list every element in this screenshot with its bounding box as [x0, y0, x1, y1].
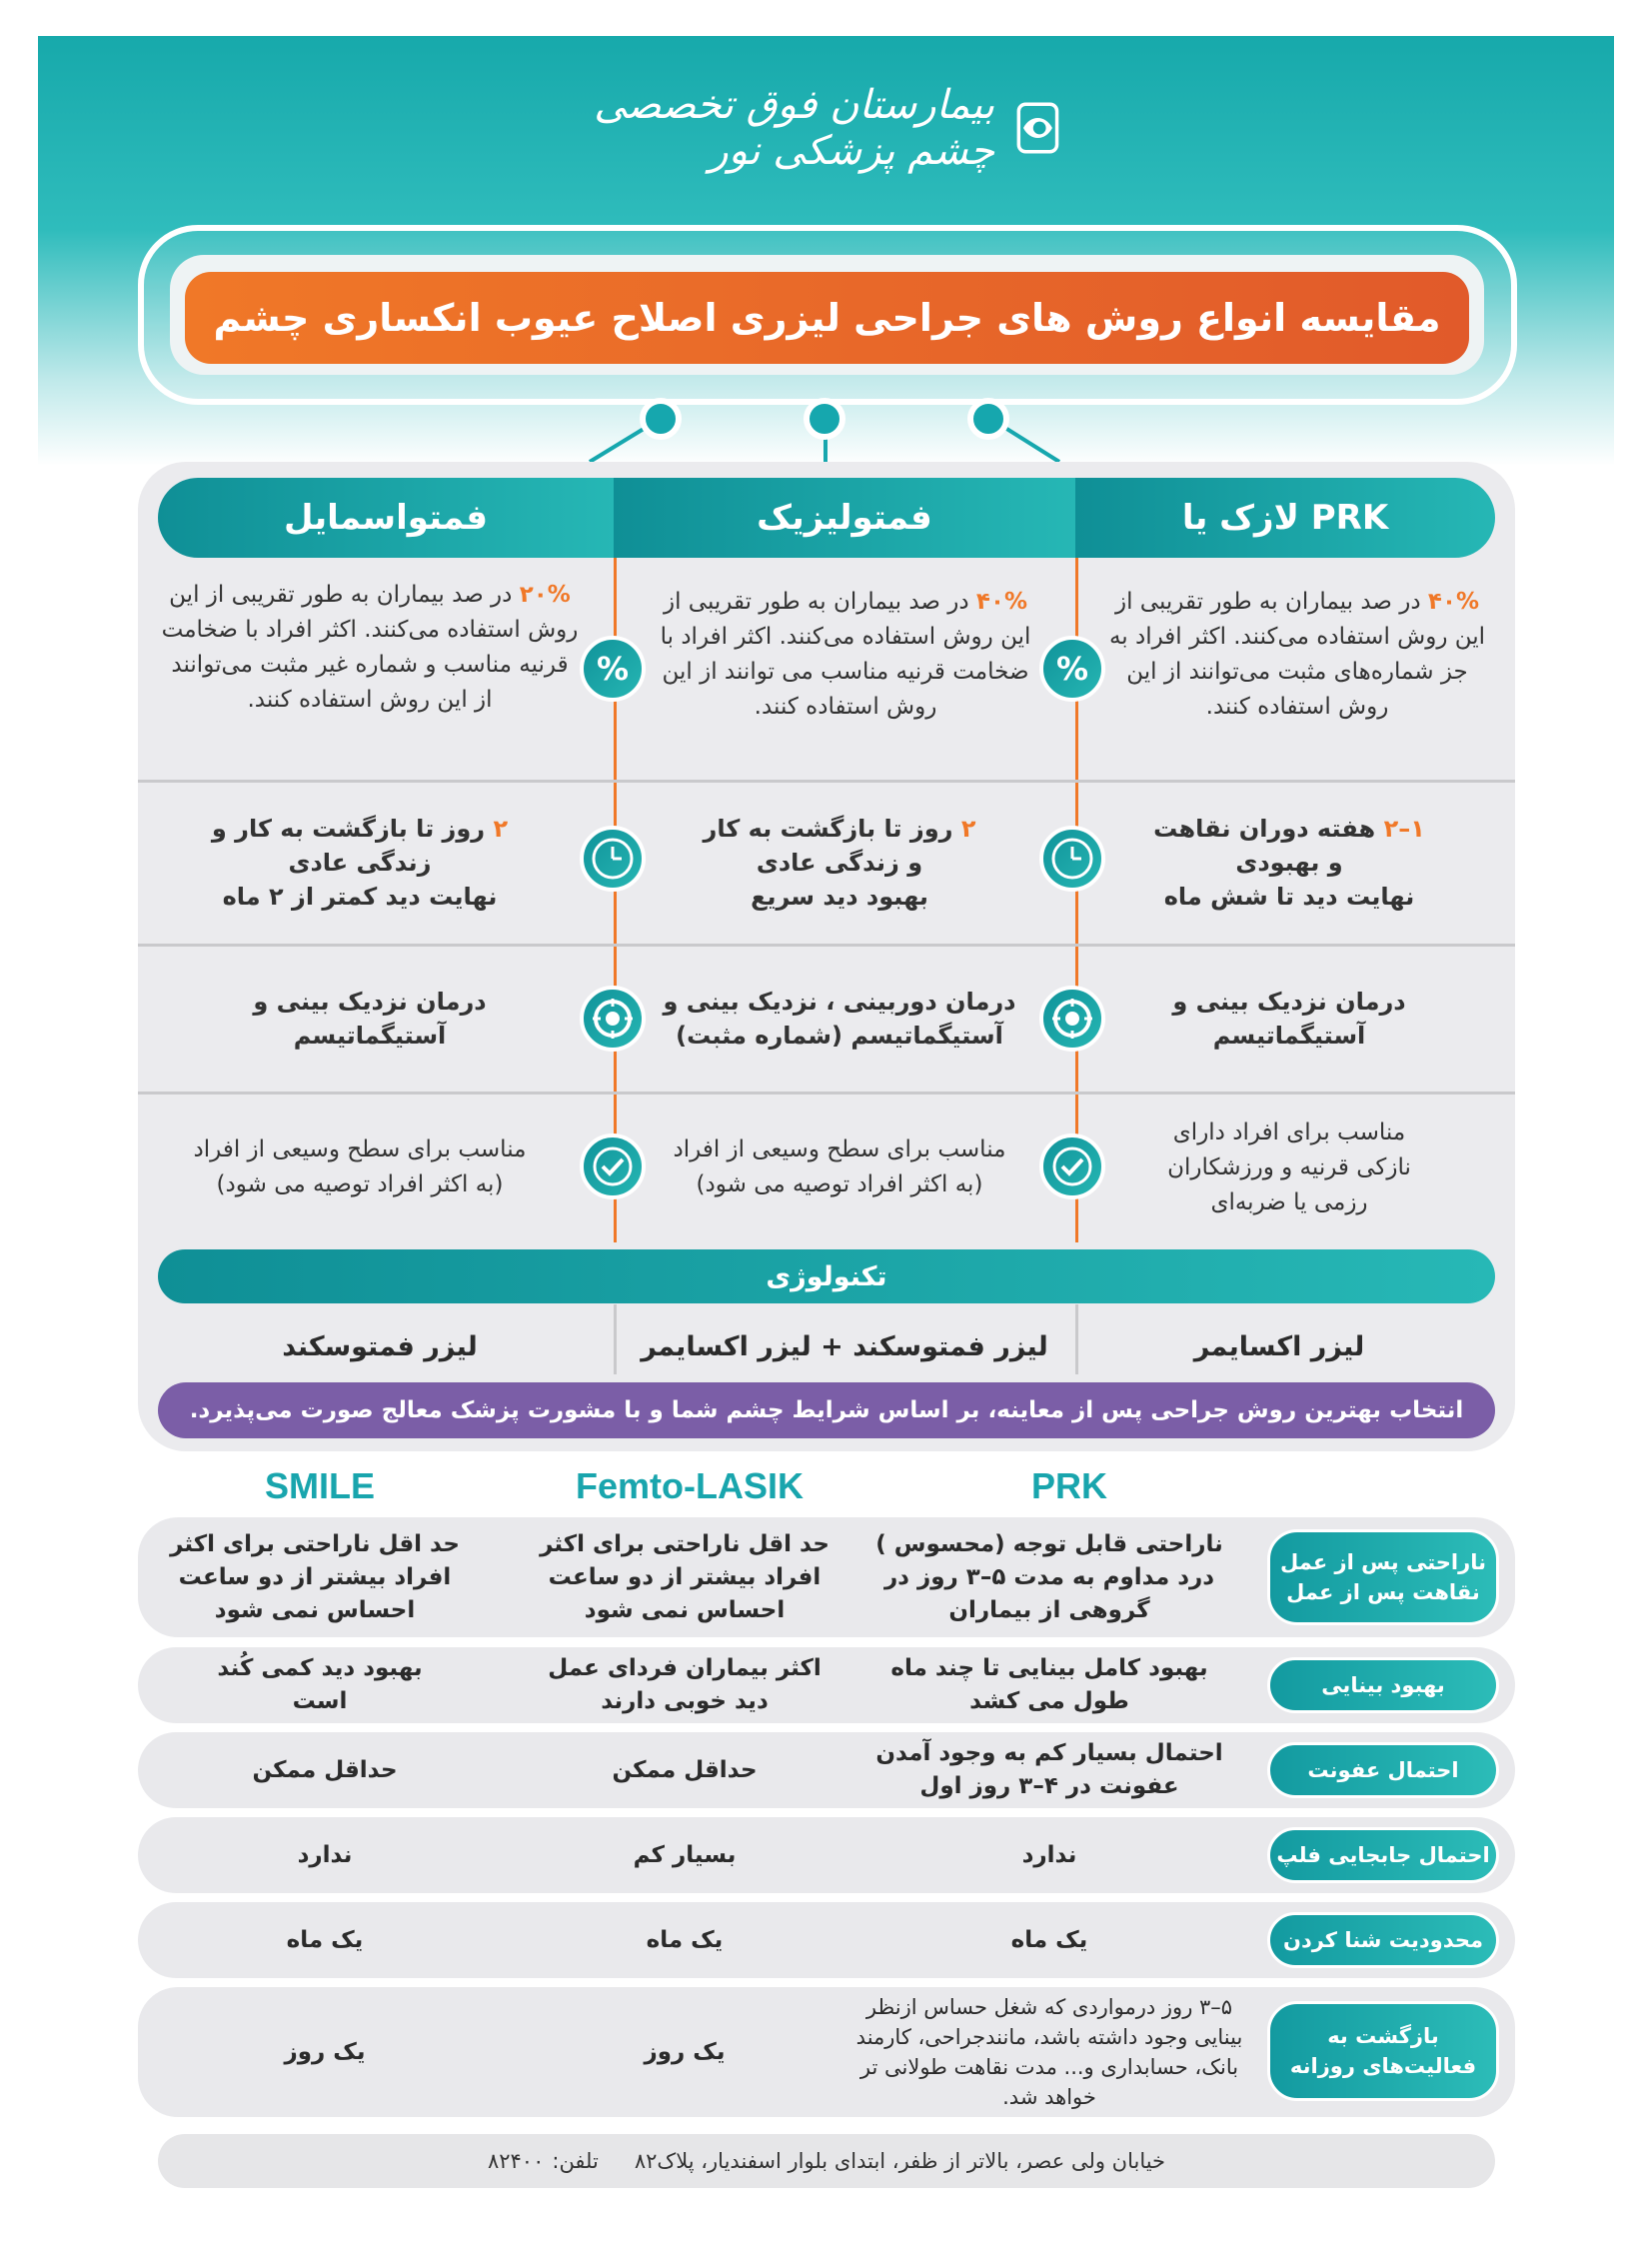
- recovery-femtolasik: [650, 812, 1029, 914]
- column-divider: [1075, 1304, 1078, 1374]
- recovery-line: زندگی عادی: [288, 849, 432, 877]
- recovery-prk: [1109, 812, 1469, 914]
- suitable-smile: [170, 1132, 550, 1202]
- page-title-bar: [185, 272, 1469, 364]
- hospital-name: بیمارستان فوق تخصصی چشم پزشکی نور: [594, 82, 995, 174]
- contact-footer: [158, 2134, 1495, 2188]
- treatment-line: درمان نزدیک بینی و: [253, 988, 487, 1016]
- recommendation-note: [158, 1382, 1495, 1438]
- flap-femtolasik: بسیار کم: [633, 1841, 737, 1868]
- suitable-prk: [1109, 1116, 1469, 1220]
- flap-smile: ندارد: [297, 1841, 353, 1868]
- suitable-line: مناسب برای سطح وسیعی از افراد: [193, 1136, 527, 1162]
- usage-percent: ۲۰%: [519, 582, 571, 608]
- discomfort-smile: حد اقل ناراحتی برای اکثر افراد بیشتر از دو ساعت احساس نمی شود: [170, 1530, 460, 1623]
- suitable-line: (به اکثر افراد توصیه می شود): [216, 1171, 504, 1197]
- recovery-line: نهایت دید تا شش ماه: [1163, 883, 1415, 911]
- check-icon: [580, 1133, 646, 1199]
- header-femto-lasik: Femto-LASIK: [576, 1465, 804, 1506]
- discomfort-prk: ناراحتی قابل توجه (محسوس ) درد مداوم به مدت ۵–۳ روز در گروهی از بیماران: [875, 1530, 1223, 1623]
- recovery-line: و زندگی عادی: [756, 849, 923, 877]
- treatment-femtolasik: [650, 985, 1029, 1053]
- column-header-smile: [158, 478, 614, 558]
- recovery-line: و بهبودی: [1235, 849, 1343, 877]
- technology-prk: لیزر اکسایمر: [1193, 1330, 1365, 1362]
- column-header-femtolasik: [614, 478, 1075, 558]
- recovery-line: روز تا بازگشت به کار و: [211, 815, 486, 843]
- usage-text: در صد بیماران به طور تقریبی از این روش استفاده می‌کنند. اکثر افراد به جز شماره‌های مثبت می‌توانند از این روش استفاده کنند.: [1108, 589, 1486, 720]
- vision-smile: بهبود دید کمی کُند است: [217, 1655, 423, 1714]
- note-text: انتخاب بهترین روش جراحی پس از معاینه، بر اساس شرایط چشم شما و با مشورت پزشک معالج صورت می‌پذیرد.: [189, 1397, 1464, 1423]
- row-label-daily-activity: بازگشت به فعالیت‌های روزانه: [1267, 2001, 1499, 2101]
- suitable-line: مناسب برای سطح وسیعی از افراد: [673, 1136, 1006, 1162]
- daily-activity-prk: ۵–۳ روز درمواردی که شغل حساس ازنظر بینایی وجود داشته باشد، مانندجراحی، کارمند بانک، حسابداری و... مدت نقاهت طولانی تر خواهد شد.: [855, 1995, 1243, 2109]
- treatment-line: آستیگماتیسم: [1212, 1022, 1366, 1050]
- eye-logo-icon: [1016, 83, 1059, 173]
- recovery-line: نهایت دید کمتر از ۲ ماه: [222, 883, 498, 911]
- treatment-smile: [200, 985, 540, 1053]
- row-divider: [138, 944, 1515, 947]
- usage-prk: [1107, 585, 1487, 725]
- recovery-smile: [190, 812, 530, 914]
- recovery-line: بهبود دید سریع: [751, 883, 928, 911]
- recovery-line: روز تا بازگشت به کار: [703, 815, 953, 843]
- usage-smile: [160, 578, 580, 718]
- treatment-line: درمان دوربینی ، نزدیک بینی و: [663, 988, 1016, 1016]
- column-title: فمتولیزیک: [757, 498, 932, 538]
- page-title: مقایسه انواع روش های جراحی لیزری اصلاح عیوب انکساری چشم: [213, 296, 1441, 340]
- treatment-line: درمان نزدیک بینی و: [1172, 988, 1406, 1016]
- technology-title: تکنولوژی: [766, 1260, 887, 1292]
- column-title: فمتواسمایل: [283, 498, 489, 538]
- row-divider: [138, 780, 1515, 783]
- usage-text: در صد بیماران به طور تقریبی از این روش استفاده می‌کنند. اکثر افراد با ضخامت قرنیه مناسب و شماره غیر مثبت می‌توانند از این روش استفاده کنند.: [161, 582, 579, 713]
- infection-prk: احتمال بسیار کم به وجود آمدن عفونت در ۴–۳ روز اول: [875, 1740, 1223, 1799]
- eye-target-icon: [1039, 986, 1105, 1052]
- discomfort-femtolasik: حد اقل ناراحتی برای اکثر افراد بیشتر از دو ساعت احساس نمی شود: [540, 1530, 829, 1623]
- column-header-prk: [1075, 478, 1495, 558]
- recovery-number: ۱–۲: [1383, 815, 1425, 843]
- technology-bar: [158, 1249, 1495, 1303]
- suitable-line: نازکی قرنیه و ورزشکاران: [1167, 1154, 1411, 1180]
- column-divider: [614, 1304, 617, 1374]
- connector-dot: [967, 398, 1009, 440]
- clock-icon: [580, 826, 646, 892]
- suitable-line: (به اکثر افراد توصیه می شود): [696, 1171, 983, 1197]
- suitable-femtolasik: [640, 1132, 1039, 1202]
- swimming-smile: یک ماه: [286, 1926, 364, 1953]
- row-label-flap: احتمال جابجایی فلپ: [1267, 1827, 1499, 1883]
- swimming-femtolasik: یک ماه: [646, 1926, 724, 1953]
- infection-femtolasik: حداقل ممکن: [612, 1756, 758, 1783]
- hospital-logo: [590, 78, 1059, 178]
- daily-activity-femtolasik: یک روز: [644, 2038, 726, 2065]
- usage-text: در صد بیماران به طور تقریبی از این روش استفاده می‌کنند. اکثر افراد با ضخامت قرنیه مناسب می توانند از این روش استفاده کنند.: [660, 589, 1031, 720]
- eye-target-icon: [580, 986, 646, 1052]
- recovery-number: ۲: [960, 815, 976, 843]
- footer-address: خیابان ولی عصر، بالاتر از ظفر، ابتدای بلوار اسفندیار، پلاک۸۲: [634, 2149, 1166, 2173]
- connector-dot: [640, 398, 682, 440]
- usage-percent: ۴۰%: [1427, 589, 1480, 615]
- usage-percent: ۴۰%: [975, 589, 1028, 615]
- check-icon: [1039, 1133, 1105, 1199]
- row-label-vision: بهبود بینایی: [1267, 1657, 1499, 1713]
- percent-icon: %: [580, 636, 646, 702]
- suitable-line: رزمی یا ضربه‌ای: [1210, 1189, 1368, 1215]
- technology-femtolasik: لیزر فمتوسکند + لیزر اکسایمر: [641, 1330, 1048, 1362]
- treatment-prk: [1109, 985, 1469, 1053]
- daily-activity-smile: یک روز: [284, 2038, 366, 2065]
- technology-smile: لیزر فمتوسکند: [282, 1330, 478, 1362]
- vision-prk: بهبود کامل بینایی تا چند ماه طول می کشد: [890, 1655, 1208, 1714]
- column-title: لازک یا PRK: [1181, 498, 1389, 538]
- infection-smile: حداقل ممکن: [252, 1756, 398, 1783]
- vision-femtolasik: اکثر بیماران فردای عمل دید خوبی دارند: [548, 1655, 822, 1714]
- clock-icon: [1039, 826, 1105, 892]
- row-label-swimming: محدودیت شنا کردن: [1267, 1912, 1499, 1968]
- suitable-line: مناسب برای افراد دارای: [1172, 1120, 1406, 1145]
- footer-phone-label: تلفن:: [552, 2149, 599, 2173]
- row-label-infection: احتمال عفونت: [1267, 1742, 1499, 1798]
- row-label-discomfort: ناراحتی پس از عمل نقاهت پس از عمل: [1267, 1529, 1499, 1625]
- flap-prk: ندارد: [1021, 1841, 1077, 1868]
- header-prk: PRK: [1030, 1465, 1107, 1506]
- treatment-line: آستیگماتیسم (شماره مثبت): [676, 1022, 1003, 1050]
- percent-icon: %: [1039, 636, 1105, 702]
- treatment-line: آستیگماتیسم: [293, 1022, 447, 1050]
- usage-femtolasik: [646, 585, 1045, 725]
- recovery-line: هفته دوران نقاهت: [1153, 815, 1376, 843]
- recovery-number: ۲: [493, 815, 509, 843]
- header-smile: SMILE: [264, 1465, 375, 1506]
- swimming-prk: یک ماه: [1010, 1926, 1088, 1953]
- footer-phone: ۸۲۴۰۰: [487, 2149, 545, 2173]
- connector-dot: [804, 398, 845, 440]
- row-divider: [138, 1092, 1515, 1095]
